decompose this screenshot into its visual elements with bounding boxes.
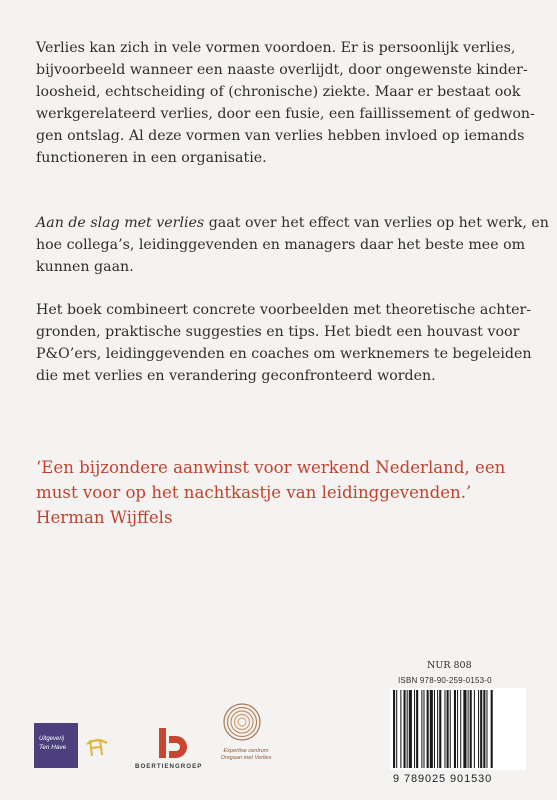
- barcode-bar: [454, 690, 456, 768]
- book-title: Aan de slag met verlies: [36, 215, 205, 231]
- barcode-bar: [468, 690, 469, 768]
- nur-code: NUR 808: [427, 660, 472, 671]
- barcode-bar: [491, 690, 493, 768]
- ten-have-logo-line2: Ten Have: [39, 744, 67, 751]
- barcode-bar: [486, 690, 487, 768]
- barcode-bar: [409, 690, 412, 768]
- combines-paragraph: [36, 299, 532, 387]
- quote-line: ‘Een bijzondere aanwinst voor werkend Nederland, een: [36, 458, 506, 477]
- expertise-label-line2: Omgaan met Verlies: [220, 755, 272, 761]
- intro-paragraph: [36, 37, 535, 169]
- intro-line: functioneren in een organisatie.: [36, 150, 267, 166]
- combines-line: gronden, praktische suggesties en tips. Het biedt een houvast voor: [36, 324, 520, 340]
- about-line: [36, 212, 549, 234]
- barcode-bar: [457, 690, 458, 768]
- barcode-bar: [444, 690, 445, 768]
- intro-line: werkgerelateerd verlies, door een fusie, een faillissement of gedwon-: [36, 106, 535, 122]
- barcode: [390, 688, 526, 770]
- about-line: hoe collega’s, leidinggevenden en managers daar het beste mee om: [36, 237, 526, 253]
- quote-line: must voor op het nachtkastje van leidinggevenden.’: [36, 483, 472, 502]
- boertien-logo-icon: [140, 722, 200, 782]
- ten-have-logo: [34, 723, 78, 768]
- barcode-bar: [483, 690, 485, 768]
- barcode-bar: [407, 690, 408, 768]
- intro-line: bijvoorbeeld wanneer een naaste overlijdt, door ongewenste kinder-: [36, 62, 528, 78]
- barcode-bar: [474, 690, 475, 768]
- barcode-bar: [404, 690, 406, 768]
- barcode-bar: [437, 690, 438, 768]
- barcode-bar: [421, 690, 422, 768]
- barcode-bar: [430, 690, 433, 768]
- barcode-bar: [470, 690, 472, 768]
- isbn-label: ISBN 978-90-259-0153-0: [398, 676, 492, 685]
- barcode-bar: [434, 690, 435, 768]
- expertise-logo-icon: [222, 702, 262, 742]
- expertise-label-line1: Expertise centrum: [223, 748, 269, 754]
- expertise-label: [214, 748, 278, 762]
- barcode-bar: [447, 690, 449, 768]
- barcode-bar: [460, 690, 461, 768]
- barcode-bar: [450, 690, 451, 768]
- about-line-rest: gaat over het effect van verlies op het werk, en: [204, 215, 549, 231]
- barcode-bar: [439, 690, 441, 768]
- barcode-bar: [423, 690, 424, 768]
- about-line: kunnen gaan.: [36, 259, 134, 275]
- intro-line: loosheid, echtscheiding of (chronische) ziekte. Maar er bestaat ook: [36, 84, 521, 100]
- ten-have-logo-line1: Uitgeverij: [39, 736, 65, 742]
- combines-line: die met verlies en verandering geconfronteerd worden.: [36, 368, 436, 384]
- barcode-bar: [416, 690, 418, 768]
- barcode-bar: [463, 690, 466, 768]
- boertien-label: BOERTIENGROEP: [135, 763, 203, 770]
- barcode-bar: [400, 690, 401, 768]
- combines-line: Het boek combineert concrete voorbeelden met theoretische achter-: [36, 302, 532, 318]
- barcode-bar: [414, 690, 415, 768]
- barcode-bar: [480, 690, 482, 768]
- combines-line: P&O’ers, leidinggevenden en coaches om werknemers te begeleiden: [36, 346, 532, 362]
- barcode-bar: [393, 690, 395, 768]
- intro-line: gen ontslag. Al deze vormen van verlies hebben invloed op iemands: [36, 128, 525, 144]
- h-mark-icon: [84, 734, 110, 760]
- barcode-bar: [478, 690, 479, 768]
- quote-author: Herman Wijffels: [36, 508, 173, 527]
- barcode-bars: [390, 688, 526, 770]
- barcode-bar: [427, 690, 429, 768]
- barcode-digits: 9 789025 901530: [393, 773, 493, 785]
- endorsement-quote: [36, 455, 536, 530]
- barcode-bar: [396, 690, 397, 768]
- about-paragraph: [36, 212, 549, 278]
- intro-line: Verlies kan zich in vele vormen voordoen. Er is persoonlijk verlies,: [36, 40, 516, 56]
